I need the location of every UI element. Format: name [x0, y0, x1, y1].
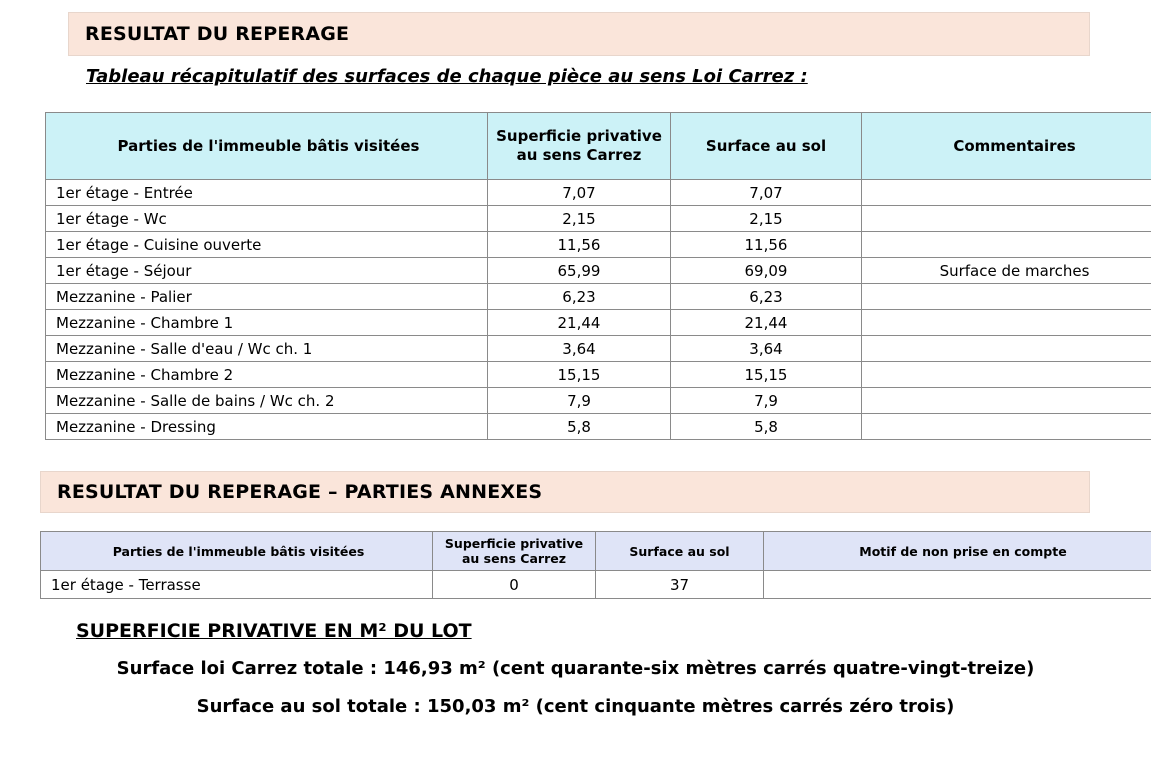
table-row	[46, 388, 1151, 414]
table-row	[46, 180, 1151, 206]
cell-room: 1er étage - Cuisine ouverte	[46, 232, 488, 258]
cell-room: Mezzanine - Salle d'eau / Wc ch. 1	[46, 336, 488, 362]
cell-carrez: 6,23	[488, 284, 671, 310]
header-annex-floor-area: Surface au sol	[596, 532, 764, 571]
section-banner-annexes-label: RESULTAT DU REPERAGE – PARTIES ANNEXES	[57, 481, 543, 503]
cell-comment	[862, 180, 1151, 206]
cell-carrez: 3,64	[488, 336, 671, 362]
cell-carrez: 7,9	[488, 388, 671, 414]
cell-room: Mezzanine - Chambre 1	[46, 310, 488, 336]
cell-comment	[862, 310, 1151, 336]
table-header-row	[41, 532, 1151, 571]
cell-floor-area: 2,15	[671, 206, 862, 232]
totals-title: SUPERFICIE PRIVATIVE EN M² DU LOT	[76, 620, 472, 642]
table-row	[41, 571, 1151, 599]
annexes-surfaces-table	[40, 531, 1151, 599]
cell-comment	[862, 336, 1151, 362]
total-floor-area-line: Surface au sol totale : 150,03 m² (cent cinquante mètres carrés zéro trois)	[196, 696, 955, 717]
cell-floor-area: 7,9	[671, 388, 862, 414]
cell-annex-carrez: 0	[433, 571, 596, 599]
section-banner-main-label: RESULTAT DU REPERAGE	[85, 23, 350, 45]
cell-comment	[862, 362, 1151, 388]
cell-annex-room: 1er étage - Terrasse	[41, 571, 433, 599]
header-room: Parties de l'immeuble bâtis visitées	[46, 113, 488, 180]
table-row	[46, 414, 1151, 440]
cell-floor-area: 15,15	[671, 362, 862, 388]
cell-room: Mezzanine - Dressing	[46, 414, 488, 440]
cell-carrez: 11,56	[488, 232, 671, 258]
header-carrez: Superficie privative au sens Carrez	[488, 113, 671, 180]
cell-comment	[862, 232, 1151, 258]
cell-comment	[862, 284, 1151, 310]
page-subtitle: Tableau récapitulatif des surfaces de chaque pièce au sens Loi Carrez :	[86, 66, 808, 87]
carrez-surfaces-table	[45, 112, 1151, 440]
carrez-table-body	[46, 180, 1151, 440]
header-annex-carrez: Superficie privative au sens Carrez	[433, 532, 596, 571]
header-annex-reason: Motif de non prise en compte	[764, 532, 1151, 571]
cell-room: 1er étage - Entrée	[46, 180, 488, 206]
header-floor-area: Surface au sol	[671, 113, 862, 180]
table-row	[46, 362, 1151, 388]
cell-carrez: 7,07	[488, 180, 671, 206]
header-annex-room: Parties de l'immeuble bâtis visitées	[41, 532, 433, 571]
cell-room: 1er étage - Séjour	[46, 258, 488, 284]
cell-comment	[862, 388, 1151, 414]
cell-carrez: 2,15	[488, 206, 671, 232]
annexes-table-header	[41, 532, 1151, 571]
total-carrez-line: Surface loi Carrez totale : 146,93 m² (cent quarante-six mètres carrés quatre-vingt-treize)	[116, 658, 1035, 679]
cell-floor-area: 3,64	[671, 336, 862, 362]
carrez-table-header	[46, 113, 1151, 180]
cell-floor-area: 7,07	[671, 180, 862, 206]
cell-floor-area: 11,56	[671, 232, 862, 258]
section-banner-annexes	[40, 471, 1090, 513]
cell-room: Mezzanine - Chambre 2	[46, 362, 488, 388]
header-comments: Commentaires	[862, 113, 1151, 180]
cell-floor-area: 69,09	[671, 258, 862, 284]
table-row	[46, 284, 1151, 310]
table-row	[46, 232, 1151, 258]
table-row	[46, 336, 1151, 362]
cell-carrez: 21,44	[488, 310, 671, 336]
table-row	[46, 310, 1151, 336]
cell-floor-area: 5,8	[671, 414, 862, 440]
cell-room: Mezzanine - Palier	[46, 284, 488, 310]
cell-comment: Surface de marches	[862, 258, 1151, 284]
cell-annex-reason	[764, 571, 1151, 599]
cell-floor-area: 21,44	[671, 310, 862, 336]
table-header-row	[46, 113, 1151, 180]
cell-carrez: 5,8	[488, 414, 671, 440]
cell-carrez: 15,15	[488, 362, 671, 388]
cell-floor-area: 6,23	[671, 284, 862, 310]
cell-room: Mezzanine - Salle de bains / Wc ch. 2	[46, 388, 488, 414]
cell-comment	[862, 414, 1151, 440]
cell-carrez: 65,99	[488, 258, 671, 284]
cell-comment	[862, 206, 1151, 232]
section-banner-main	[68, 12, 1090, 56]
cell-annex-floor-area: 37	[596, 571, 764, 599]
table-row	[46, 206, 1151, 232]
annexes-table-body	[41, 571, 1151, 599]
table-row	[46, 258, 1151, 284]
cell-room: 1er étage - Wc	[46, 206, 488, 232]
